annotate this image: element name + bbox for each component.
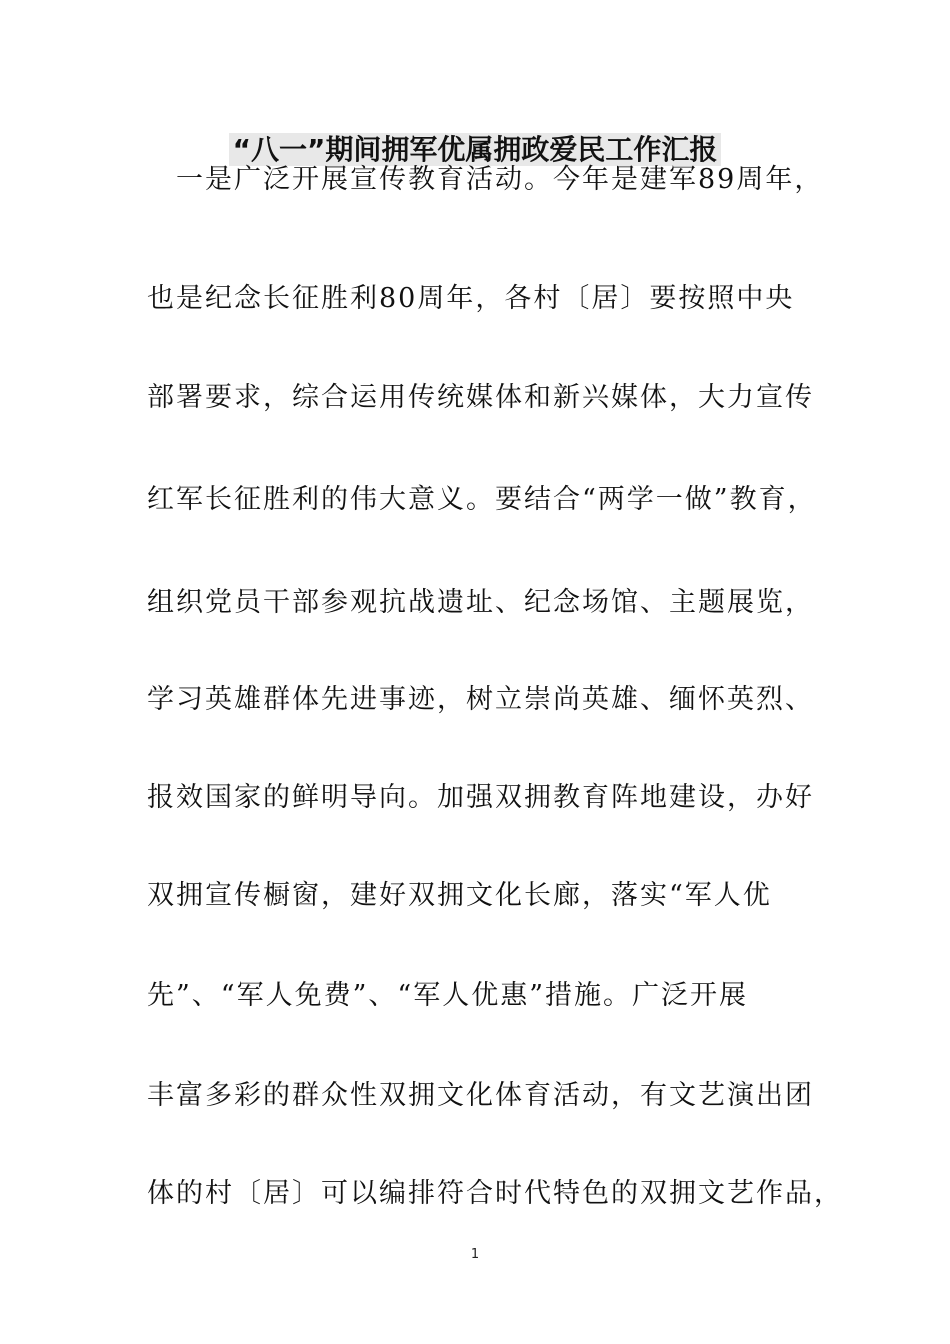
- body-line-11: 体的村〔居〕可以编排符合时代特色的双拥文艺作品，: [147, 1178, 843, 1209]
- body-line-8: 双拥宣传橱窗，建好双拥文化长廊，落实“军人优: [147, 880, 772, 911]
- document-title-text: “八一”期间拥军优属拥政爱民工作汇报: [229, 133, 722, 166]
- body-line-10: 丰富多彩的群众性双拥文化体育活动，有文艺演出团: [147, 1080, 814, 1111]
- body-line-9: 先”、“军人免费”、“军人优惠”措施。广泛开展: [147, 980, 749, 1011]
- body-line-7: 报效国家的鲜明导向。加强双拥教育阵地建设，办好: [147, 782, 814, 813]
- body-line-1: 一是广泛开展宣传教育活动。今年是建军89周年，: [147, 164, 824, 195]
- body-line-5: 组织党员干部参观抗战遗址、纪念场馆、主题展览，: [147, 587, 814, 618]
- body-line-6: 学习英雄群体先进事迹，树立崇尚英雄、缅怀英烈、: [147, 684, 814, 715]
- body-line-4: 红军长征胜利的伟大意义。要结合“两学一做”教育，: [147, 484, 817, 515]
- body-line-3: 部署要求，综合运用传统媒体和新兴媒体，大力宣传: [147, 382, 814, 413]
- body-line-2: 也是纪念长征胜利80周年，各村〔居〕要按照中央: [147, 283, 795, 314]
- page-number: 1: [470, 1247, 480, 1262]
